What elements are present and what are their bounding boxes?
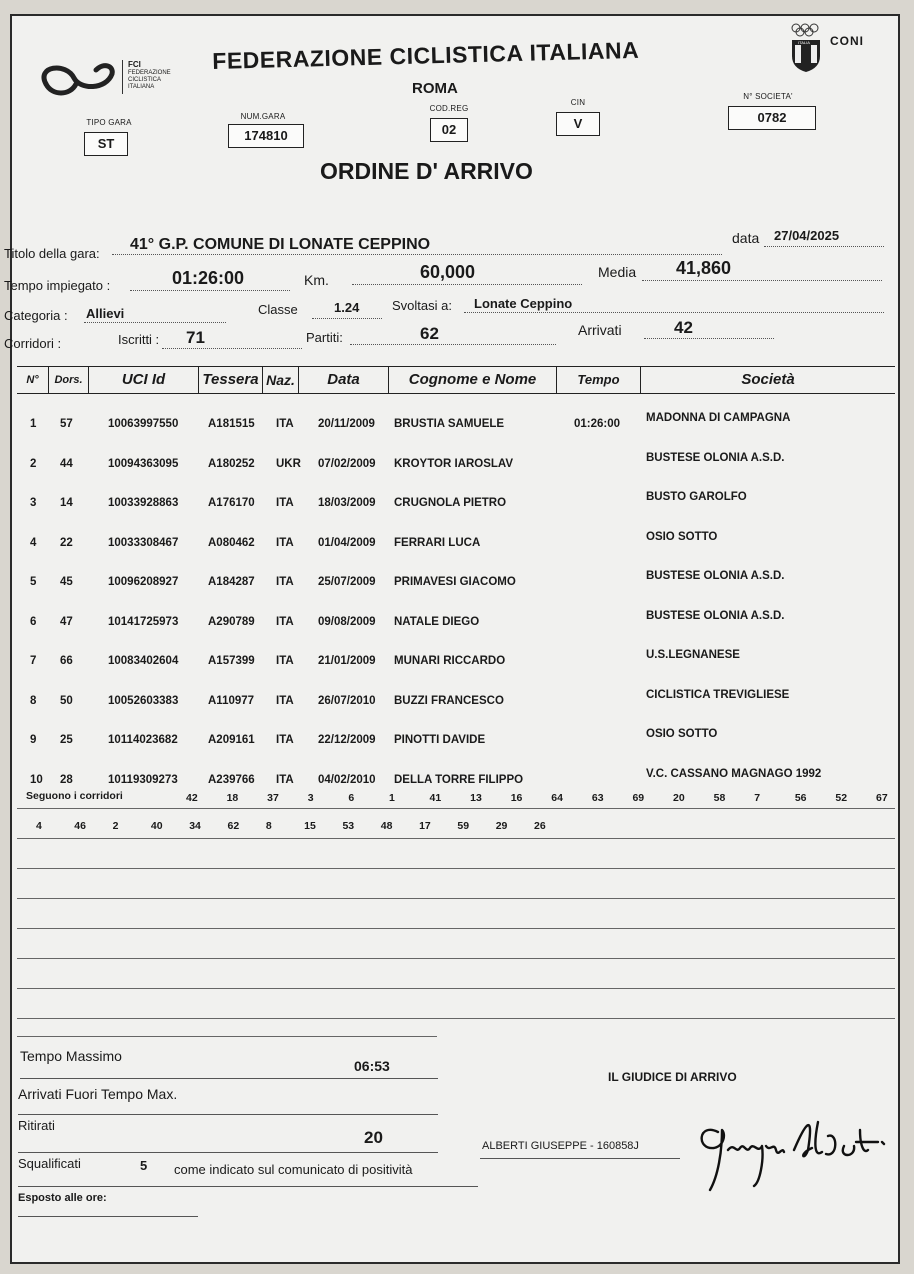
federation-title: FEDERAZIONE CICLISTICA ITALIANA bbox=[212, 36, 640, 74]
cell-societa: OSIO SOTTO bbox=[646, 530, 718, 543]
cell-tessera: A080462 bbox=[208, 536, 255, 549]
cell-nome: CRUGNOLA PIETRO bbox=[394, 497, 507, 509]
cell-tempo: 01:26:00 bbox=[574, 418, 621, 430]
document-title: ORDINE D' ARRIVO bbox=[320, 158, 533, 184]
coni-logo-icon bbox=[788, 22, 828, 72]
following-rider: 26 bbox=[534, 820, 546, 832]
following-rider: 41 bbox=[429, 792, 442, 804]
cod-reg-box: 02 bbox=[430, 118, 468, 142]
num-gara-box: 174810 bbox=[228, 124, 304, 148]
arrival-order-sheet bbox=[4, 14, 900, 1264]
cell-data: 01/04/2009 bbox=[318, 536, 376, 549]
fci-logo-icon bbox=[26, 56, 126, 104]
societa-box: 0782 bbox=[728, 106, 816, 130]
fci-sub: FEDERAZIONE CICLISTICA ITALIANA bbox=[128, 70, 171, 90]
cell-tessera: A209161 bbox=[208, 734, 255, 746]
cell-tessera: A184287 bbox=[208, 576, 255, 588]
following-rider: 17 bbox=[419, 820, 431, 832]
cell-tessera: A176170 bbox=[208, 497, 255, 509]
cell-data: 21/01/2009 bbox=[318, 655, 376, 667]
table-row bbox=[12, 412, 902, 438]
cell-uci: 10119309273 bbox=[108, 773, 178, 786]
cell-societa: BUSTESE OLONIA A.S.D. bbox=[646, 570, 785, 582]
table-row bbox=[12, 609, 902, 636]
svoltasi-label: Svoltasi a: bbox=[392, 298, 452, 313]
cell-tessera: A290789 bbox=[208, 615, 255, 628]
cell-data: 22/12/2009 bbox=[318, 734, 376, 746]
cell-naz: ITA bbox=[276, 773, 294, 786]
giudice-name: ALBERTI GIUSEPPE - 160858J bbox=[482, 1140, 639, 1152]
following-rider: 4 bbox=[36, 820, 42, 832]
categoria-value: Allievi bbox=[86, 306, 125, 321]
cell-dors: 14 bbox=[60, 497, 73, 509]
cell-naz: ITA bbox=[276, 576, 294, 588]
cell-dors: 66 bbox=[60, 655, 73, 667]
squalificati-note: come indicato sul comunicato di positività bbox=[174, 1162, 413, 1177]
arrivati-label: Arrivati bbox=[578, 322, 622, 338]
cell-naz: ITA bbox=[276, 497, 294, 509]
cell-dors: 47 bbox=[60, 615, 73, 628]
col-data: Data bbox=[299, 367, 389, 393]
following-rider: 46 bbox=[74, 820, 86, 832]
following-rider: 29 bbox=[495, 820, 508, 832]
following-rider: 40 bbox=[150, 820, 163, 832]
cell-uci: 10033308467 bbox=[108, 536, 179, 549]
cell-pos: 2 bbox=[30, 457, 37, 470]
cell-data: 09/08/2009 bbox=[318, 615, 376, 628]
race-date: 27/04/2025 bbox=[774, 228, 840, 243]
classe-label: Classe bbox=[258, 302, 298, 317]
cell-societa: V.C. CASSANO MAGNAGO 1992 bbox=[646, 767, 822, 780]
cell-tessera: A110977 bbox=[208, 694, 255, 707]
cell-naz: ITA bbox=[276, 536, 294, 549]
fuori-tempo-label: Arrivati Fuori Tempo Max. bbox=[18, 1086, 178, 1102]
cell-nome: BRUSTIA SAMUELE bbox=[394, 418, 505, 430]
table-row bbox=[12, 767, 902, 794]
cell-dors: 25 bbox=[60, 734, 73, 746]
cell-pos: 8 bbox=[30, 694, 37, 707]
categoria-label: Categoria : bbox=[4, 308, 68, 323]
ritirati-value: 20 bbox=[364, 1128, 383, 1147]
cell-societa: BUSTO GAROLFO bbox=[646, 491, 747, 503]
following-rider: 69 bbox=[632, 792, 645, 804]
cell-societa: OSIO SOTTO bbox=[646, 728, 718, 740]
following-rider: 8 bbox=[265, 820, 272, 832]
arrivati-value: 42 bbox=[674, 318, 693, 337]
cell-nome: PINOTTI DAVIDE bbox=[394, 734, 486, 746]
km-value: 60,000 bbox=[420, 262, 476, 282]
giudice-label: IL GIUDICE DI ARRIVO bbox=[608, 1070, 737, 1084]
cell-nome: FERRARI LUCA bbox=[394, 536, 481, 549]
cell-dors: 57 bbox=[60, 418, 73, 430]
logo-divider bbox=[122, 60, 123, 94]
following-rider: 56 bbox=[794, 792, 807, 804]
cin-label: CIN bbox=[570, 98, 586, 107]
col-societa: Società bbox=[741, 371, 795, 388]
km-label: Km. bbox=[304, 272, 329, 288]
col-pos: N° bbox=[17, 367, 49, 393]
cell-nome: DELLA TORRE FILIPPO bbox=[394, 773, 524, 786]
cell-nome: MUNARI RICCARDO bbox=[394, 655, 506, 667]
classe-value: 1.24 bbox=[334, 300, 360, 315]
partiti-label: Partiti: bbox=[306, 330, 343, 345]
cell-uci: 10094363095 bbox=[108, 457, 179, 470]
cell-uci: 10096208927 bbox=[108, 576, 179, 588]
cell-societa: CICLISTICA TREVIGLIESE bbox=[646, 688, 790, 701]
col-tessera: Tessera bbox=[199, 367, 263, 393]
col-nome: Cognome e Nome bbox=[389, 367, 557, 393]
cell-dors: 22 bbox=[60, 536, 73, 549]
race-title: 41° G.P. COMUNE DI LONATE CEPPINO bbox=[130, 236, 431, 253]
cell-data: 25/07/2009 bbox=[318, 576, 376, 588]
cell-uci: 10083402604 bbox=[108, 655, 179, 667]
col-naz: Naz. bbox=[263, 367, 299, 393]
following-rider: 52 bbox=[835, 792, 848, 804]
judge-signature-icon bbox=[688, 1102, 888, 1202]
cell-dors: 50 bbox=[60, 694, 73, 707]
table-row bbox=[12, 451, 902, 478]
fci-short: FCI bbox=[128, 60, 141, 69]
squalificati-label: Squalificati bbox=[18, 1156, 81, 1171]
following-rider: 67 bbox=[876, 792, 888, 804]
following-rider: 7 bbox=[754, 792, 761, 804]
seguono-label: Seguono i corridori bbox=[26, 790, 123, 802]
cell-pos: 6 bbox=[30, 615, 37, 628]
cell-tessera: A157399 bbox=[208, 655, 255, 667]
table-row bbox=[12, 688, 902, 715]
cell-uci: 10063997550 bbox=[108, 418, 179, 430]
cell-data: 18/03/2009 bbox=[318, 497, 376, 509]
cell-pos: 7 bbox=[30, 655, 37, 667]
cin-box: V bbox=[556, 112, 600, 136]
societa-label: N° SOCIETA' bbox=[743, 92, 793, 101]
cell-pos: 1 bbox=[30, 418, 37, 430]
cell-tessera: A239766 bbox=[208, 773, 255, 786]
cell-naz: UKR bbox=[276, 457, 301, 470]
cell-societa: MADONNA DI CAMPAGNA bbox=[646, 412, 791, 424]
following-rider: 1 bbox=[388, 792, 395, 804]
cell-nome: BUZZI FRANCESCO bbox=[394, 694, 504, 707]
cell-pos: 10 bbox=[30, 773, 43, 786]
cell-dors: 28 bbox=[60, 773, 73, 786]
cell-societa: U.S.LEGNANESE bbox=[646, 649, 740, 661]
cell-naz: ITA bbox=[276, 655, 294, 667]
following-rider: 15 bbox=[304, 820, 316, 832]
cell-uci: 10052603383 bbox=[108, 694, 179, 707]
cell-naz: ITA bbox=[276, 418, 294, 430]
cell-naz: ITA bbox=[276, 615, 294, 628]
cell-tessera: A181515 bbox=[208, 418, 255, 430]
cell-uci: 10141725973 bbox=[108, 615, 179, 628]
city: ROMA bbox=[412, 80, 458, 97]
tipo-gara-label: TIPO GARA bbox=[86, 118, 132, 127]
media-value: 41,860 bbox=[676, 258, 732, 278]
following-rider: 20 bbox=[673, 792, 685, 804]
cell-societa: BUSTESE OLONIA A.S.D. bbox=[646, 451, 785, 464]
num-gara-label: NUM.GARA bbox=[240, 112, 286, 121]
cell-nome: KROYTOR IAROSLAV bbox=[394, 457, 514, 470]
following-rider: 58 bbox=[713, 792, 726, 804]
following-rider: 34 bbox=[189, 820, 201, 832]
tempo-massimo-label: Tempo Massimo bbox=[20, 1048, 122, 1064]
iscritti-value: 71 bbox=[186, 328, 205, 347]
col-tempo: Tempo bbox=[557, 367, 641, 393]
tempo-massimo-value: 06:53 bbox=[354, 1058, 390, 1074]
corridori-label: Corridori : bbox=[4, 336, 62, 351]
cell-uci: 10114023682 bbox=[108, 734, 178, 746]
table-row bbox=[12, 491, 902, 517]
following-rider: 63 bbox=[591, 792, 604, 804]
table-row bbox=[12, 570, 902, 596]
table-row bbox=[12, 728, 902, 754]
tempo-label: Tempo impiegato : bbox=[4, 278, 111, 293]
cell-data: 04/02/2010 bbox=[318, 773, 376, 786]
following-rider: 64 bbox=[551, 792, 563, 804]
following-rider: 18 bbox=[226, 792, 239, 804]
cell-pos: 3 bbox=[30, 497, 37, 509]
cell-pos: 4 bbox=[30, 536, 37, 549]
table-row bbox=[12, 530, 902, 557]
cell-data: 26/07/2010 bbox=[318, 694, 376, 707]
following-rider: 37 bbox=[267, 792, 279, 804]
following-rider: 16 bbox=[510, 792, 523, 804]
col-dors: Dors. bbox=[49, 367, 89, 393]
cell-dors: 44 bbox=[60, 457, 73, 470]
col-uci: UCI Id bbox=[89, 367, 199, 393]
tipo-gara-box: ST bbox=[84, 132, 128, 156]
coni-small: ITALIA bbox=[798, 40, 810, 45]
following-rider: 6 bbox=[348, 792, 355, 804]
media-label: Media bbox=[598, 264, 637, 280]
cell-data: 07/02/2009 bbox=[318, 457, 376, 470]
cell-nome: PRIMAVESI GIACOMO bbox=[394, 576, 516, 588]
cell-pos: 9 bbox=[30, 734, 37, 746]
cell-societa: BUSTESE OLONIA A.S.D. bbox=[646, 609, 785, 622]
cod-reg-label: COD.REG bbox=[429, 104, 469, 113]
cell-pos: 5 bbox=[30, 576, 37, 588]
cell-data: 20/11/2009 bbox=[318, 418, 375, 430]
cell-nome: NATALE DIEGO bbox=[394, 615, 480, 628]
tempo-value: 01:26:00 bbox=[172, 268, 245, 288]
following-rider: 3 bbox=[307, 792, 314, 804]
esposto-label: Esposto alle ore: bbox=[18, 1192, 107, 1204]
cell-uci: 10033928863 bbox=[108, 497, 179, 509]
following-rider: 53 bbox=[342, 820, 355, 832]
svoltasi-value: Lonate Ceppino bbox=[474, 296, 573, 311]
cell-dors: 45 bbox=[60, 576, 73, 588]
partiti-value: 62 bbox=[420, 324, 439, 343]
following-rider: 2 bbox=[112, 820, 119, 832]
following-rider: 62 bbox=[227, 820, 240, 832]
data-label: data bbox=[732, 230, 760, 246]
squalificati-value: 5 bbox=[140, 1158, 148, 1173]
iscritti-label: Iscritti : bbox=[118, 332, 160, 347]
ritirati-label: Ritirati bbox=[18, 1118, 55, 1133]
following-rider: 59 bbox=[457, 820, 470, 832]
coni-label: CONI bbox=[830, 34, 864, 48]
cell-naz: ITA bbox=[276, 694, 294, 707]
cell-tessera: A180252 bbox=[208, 457, 255, 470]
table-row bbox=[12, 649, 902, 675]
following-rider: 13 bbox=[470, 792, 482, 804]
following-rider: 48 bbox=[380, 820, 393, 832]
cell-naz: ITA bbox=[276, 734, 294, 746]
titolo-label: Titolo della gara: bbox=[4, 246, 100, 261]
following-rider: 42 bbox=[186, 792, 198, 804]
